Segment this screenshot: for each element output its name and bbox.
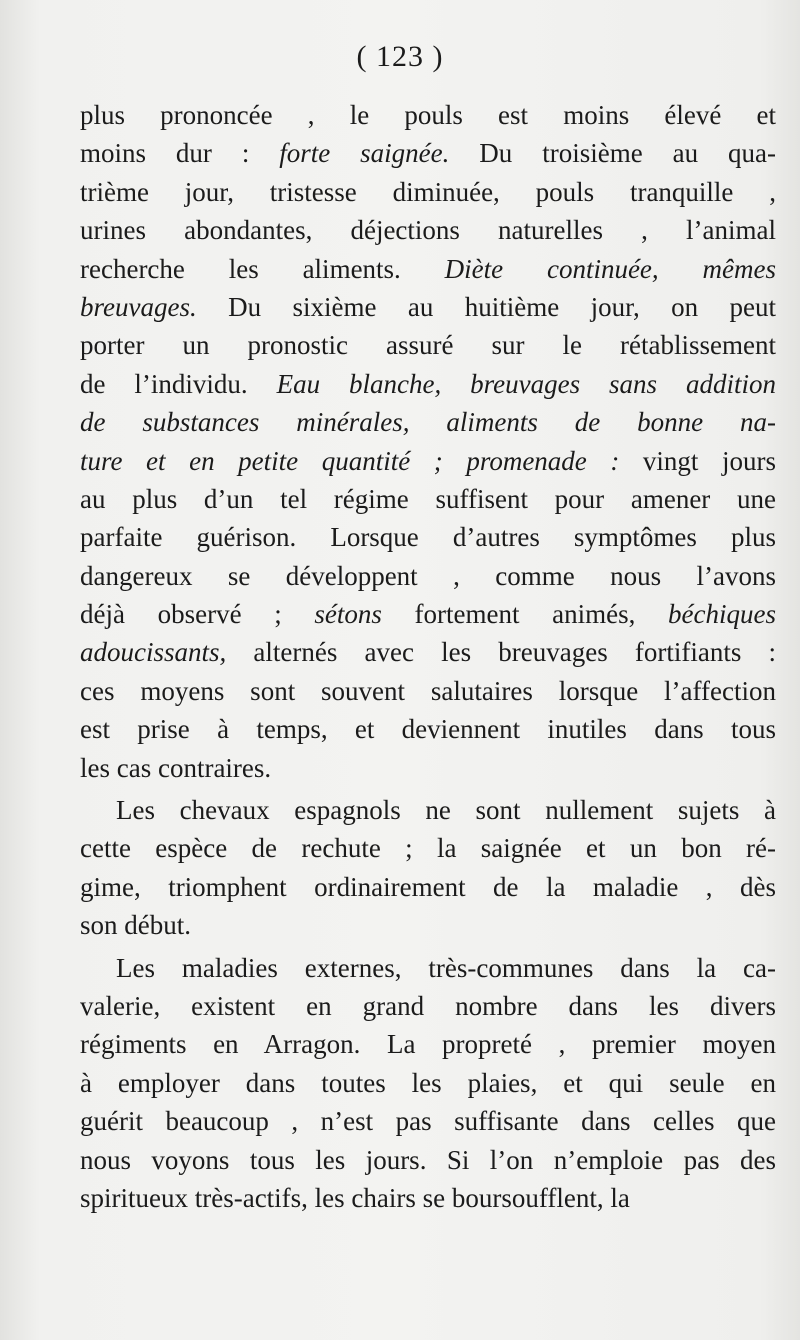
text-line	[80, 949, 776, 987]
text-segment: cette espèce de rechute ; la saignée et un bon ré-	[80, 833, 776, 864]
text-line	[80, 595, 776, 633]
text-segment: guérit beaucoup , n’est pas suffisante dans celles que	[80, 1106, 776, 1137]
text-line	[80, 672, 776, 710]
text-line	[80, 250, 776, 288]
text-segment: son début.	[80, 910, 191, 941]
text-segment: de l’individu.	[80, 368, 277, 399]
text-line	[80, 173, 776, 211]
text-line	[80, 633, 776, 671]
text-line	[80, 1179, 776, 1217]
text-segment: valerie, existent en grand nombre dans les divers	[80, 990, 776, 1021]
italic-segment: Eau blanche, breuvages sans addition	[276, 368, 776, 399]
text-segment: parfaite guérison. Lorsque d’autres symptômes plus	[80, 522, 776, 553]
text-segment: déjà observé ;	[80, 599, 315, 630]
text-segment: les cas contraires.	[80, 752, 272, 783]
text-line	[80, 442, 776, 480]
text-line	[80, 557, 776, 595]
text-segment: au plus d’un tel régime suffisent pour amener une	[80, 483, 776, 514]
text-line	[80, 987, 776, 1025]
text-line	[80, 791, 776, 829]
text-segment: alternés avec les breuvages fortifiants :	[226, 637, 776, 668]
italic-segment: breuvages.	[80, 291, 197, 322]
text-segment: moins dur :	[80, 138, 280, 169]
text-segment: est prise à temps, et deviennent inutiles dans tous	[80, 714, 776, 745]
body-text	[80, 96, 776, 1217]
italic-segment: Diète continuée, mêmes	[444, 253, 776, 284]
text-segment: plus prononcée , le pouls est moins élevé et	[80, 100, 776, 130]
text-segment: Les chevaux espagnols ne sont nullement sujets à	[116, 795, 776, 826]
text-line	[80, 1025, 776, 1063]
text-segment: Les maladies externes, très-communes dans la ca-	[116, 952, 776, 983]
text-line	[80, 749, 776, 787]
page-number: ( 123 )	[356, 40, 444, 73]
text-line	[80, 403, 776, 441]
text-segment: spiritueux très-actifs, les chairs se boursoufflent, la	[80, 1182, 630, 1213]
text-line	[80, 96, 776, 134]
text-segment: Du troisième au qua-	[449, 138, 776, 169]
text-segment: ces moyens sont souvent salutaires lorsque l’affection	[80, 675, 776, 706]
text-line	[80, 906, 776, 944]
text-segment: à employer dans toutes les plaies, et qui seule en	[80, 1067, 776, 1098]
text-segment: fortement animés,	[381, 599, 669, 630]
italic-segment: béchiques	[668, 599, 776, 630]
text-line	[80, 480, 776, 518]
text-line	[80, 710, 776, 748]
text-line	[80, 829, 776, 867]
text-line	[80, 1141, 776, 1179]
text-line	[80, 211, 776, 249]
text-line	[80, 365, 776, 403]
text-segment: vingt jours	[619, 445, 776, 476]
text-line	[80, 288, 776, 326]
text-segment: urines abondantes, déjections naturelles , l’animal	[80, 215, 776, 246]
italic-segment: adoucissants,	[80, 637, 227, 668]
text-segment: porter un pronostic assuré sur le rétablissement	[80, 330, 776, 361]
italic-segment: forte saignée.	[279, 138, 450, 169]
text-segment: trième jour, tristesse diminuée, pouls tranquille ,	[80, 176, 776, 207]
text-segment: nous voyons tous les jours. Si l’on n’emploie pas des	[80, 1144, 776, 1175]
italic-segment: ture et en petite quantité ; promenade :	[80, 445, 620, 476]
text-segment: dangereux se développent , comme nous l’avons	[80, 560, 776, 591]
text-line	[80, 518, 776, 556]
text-line	[80, 1102, 776, 1140]
text-segment: Du sixième au huitième jour, on peut	[196, 291, 776, 322]
text-line	[80, 326, 776, 364]
text-segment: recherche les aliments.	[80, 253, 445, 284]
italic-segment: sétons	[314, 599, 382, 630]
text-segment: régiments en Arragon. La propreté , premier moyen	[80, 1029, 776, 1060]
text-line	[80, 134, 776, 172]
italic-segment: de substances minérales, aliments de bonne na-	[80, 407, 776, 438]
text-line	[80, 1064, 776, 1102]
text-line	[80, 868, 776, 906]
text-segment: gime, triomphent ordinairement de la maladie , dès	[80, 871, 776, 902]
